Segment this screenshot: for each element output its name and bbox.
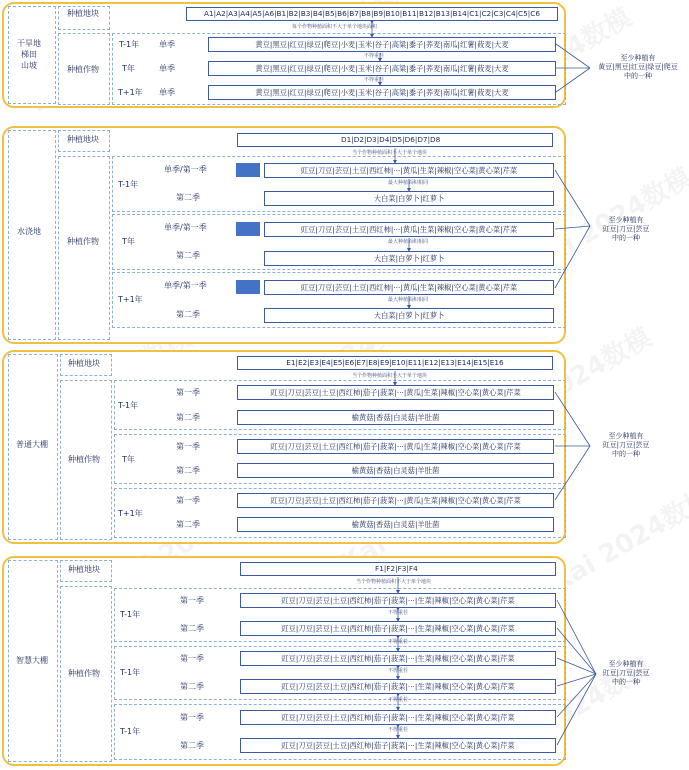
dryland-crops-1: 黄豆|黑豆|红豆|绿豆|爬豆|小麦|玉米|谷子|高粱|黍子|荞麦|南瓜|红薯|莜麦|大麦 xyxy=(208,37,556,52)
dryland-title-line-3: 山坡 xyxy=(21,61,37,70)
smart-title: 智慧大棚 xyxy=(16,656,48,665)
irrigated-side-note-line-3: 中的一种 xyxy=(612,234,640,242)
irrigated-year-2: T年 xyxy=(122,237,135,246)
smart-gap-note-2: 不得重茬 xyxy=(388,639,409,645)
greenhouse-crops1-1: 豇豆|刀豆|芸豆|土豆|西红柿|茄子|菠菜|···|黄瓜|生菜|辣椒|空心菜|黄心菜|芹菜 xyxy=(237,385,554,400)
irrigated-inner-note-3: 最大种植面积相同 xyxy=(388,297,429,303)
smart-season1-3: 第一季 xyxy=(180,713,204,722)
greenhouse-season2-1: 第二季 xyxy=(176,413,200,422)
smart-plot-list: F1|F2|F3|F4 xyxy=(240,562,556,576)
smart-season1-2: 第一季 xyxy=(180,654,204,663)
irrigated-inner-note-2: 最大种植面积相同 xyxy=(388,239,429,245)
dryland-year-3: T+1年 xyxy=(118,88,143,97)
irrigated-year-3: T+1年 xyxy=(118,295,143,304)
smart-plot-label: 种植地块 xyxy=(68,565,100,574)
smart-crop-label: 种植作物 xyxy=(68,669,100,678)
smart-year-3: T-1年 xyxy=(120,727,141,736)
greenhouse-season1-1: 第一季 xyxy=(176,388,200,397)
smart-crops1-1: 豇豆|刀豆|芸豆|土豆|西红柿|茄子|菠菜|···|生菜|辣椒|空心菜|黄心菜|芹菜 xyxy=(240,593,556,608)
dryland-crops-3: 黄豆|黑豆|红豆|绿豆|爬豆|小麦|玉米|谷子|高粱|黍子|荞麦|南瓜|红薯|莜麦|大麦 xyxy=(208,85,556,100)
smart-gap-note-5: 不得重茬 xyxy=(388,727,409,733)
irrigated-season2-2: 第二季 xyxy=(176,251,200,260)
dryland-crop-label: 种植作物 xyxy=(67,65,99,74)
irrigated-year-1: T-1年 xyxy=(118,180,139,189)
smart-side-note-line-1: 至少种植有 xyxy=(608,660,644,668)
greenhouse-crops2-1: 榆黄菇|香菇|白灵菇|羊肚菌 xyxy=(237,410,554,425)
irrigated-crops1-3: 豇豆|刀豆|芸豆|土豆|西红柿|···|黄瓜|生菜|辣椒|空心菜|黄心菜|芹菜 xyxy=(264,280,554,295)
greenhouse-side-note-line-3: 中的一种 xyxy=(612,450,640,458)
irrigated-crops2-1: 大白菜|白萝卜|红萝卜 xyxy=(264,191,554,206)
irrigated-season2-3: 第二季 xyxy=(176,310,200,319)
irrigated-crops1-2: 豇豆|刀豆|芸豆|土豆|西红柿|···|黄瓜|生菜|辣椒|空心菜|黄心菜|芹菜 xyxy=(264,222,554,237)
irrigated-plot-list: D1|D2|D3|D4|D5|D6|D7|D8 xyxy=(237,133,553,147)
dryland-season-2: 单季 xyxy=(159,64,175,73)
irrigated-crops1-1: 豇豆|刀豆|芸豆|土豆|西红柿|···|黄瓜|生菜|辣椒|空心菜|黄心菜|芹菜 xyxy=(264,163,554,178)
greenhouse-year-2: T年 xyxy=(122,455,135,464)
dryland-season-3: 单季 xyxy=(159,88,175,97)
greenhouse-year-1: T-1年 xyxy=(118,401,139,410)
dryland-year-2: T年 xyxy=(122,64,135,73)
dryland-plot-list: A1|A2|A3|A4|A5|A6|B1|B2|B3|B4|B5|B6|B7|B8|B9|B10|B11|B12|B13|B14|C1|C2|C3|C4|C5|C6 xyxy=(186,7,558,21)
smart-side-note-line-2: 豇豆|刀豆|芸豆 xyxy=(602,669,650,677)
greenhouse-crop-label: 种植作物 xyxy=(68,455,100,464)
dryland-gap-note-1: 不得重茬 xyxy=(364,53,385,59)
dryland-title-line-1: 干旱地 xyxy=(17,39,41,48)
dryland-season-1: 单季 xyxy=(159,40,175,49)
smart-plot-note: 当个作物种植面积不大于单个地块 xyxy=(356,579,432,585)
greenhouse-title: 普通大棚 xyxy=(16,440,48,449)
irrigated-title: 水浇地 xyxy=(17,227,41,236)
smart-crops2-2: 豇豆|刀豆|芸豆|土豆|西红柿|茄子|菠菜|···|生菜|辣椒|空心菜|黄心菜|芹菜 xyxy=(240,679,556,694)
dryland-plot-note: 每个作物种植面积不大于单个地块面积 xyxy=(292,24,378,30)
greenhouse-plot-label: 种植地块 xyxy=(68,359,100,368)
greenhouse-season1-2: 第一季 xyxy=(176,442,200,451)
dryland-title-line-2: 梯田 xyxy=(21,50,37,59)
greenhouse-side-note-line-2: 豇豆|刀豆|芸豆 xyxy=(602,441,650,449)
greenhouse-season1-3: 第一季 xyxy=(176,496,200,505)
smart-crops1-3: 豇豆|刀豆|芸豆|土豆|西红柿|茄子|菠菜|···|生菜|辣椒|空心菜|黄心菜|芹菜 xyxy=(240,710,556,725)
greenhouse-side-note-line-1: 至少种植有 xyxy=(608,432,644,440)
dryland-side-note-line-1: 至少种植有 xyxy=(620,54,656,62)
smart-season2-3: 第二季 xyxy=(180,741,204,750)
irrigated-season2-1: 第二季 xyxy=(176,193,200,202)
greenhouse-crops2-2: 榆黄菇|香菇|白灵菇|羊肚菌 xyxy=(237,463,554,478)
smart-year-2: T-1年 xyxy=(120,668,141,677)
irrigated-crops2-3: 大白菜|白萝卜|红萝卜 xyxy=(264,308,554,323)
greenhouse-season2-2: 第二季 xyxy=(176,466,200,475)
irrigated-crop-label: 种植作物 xyxy=(67,237,99,246)
greenhouse-year-3: T+1年 xyxy=(118,509,143,518)
smart-crops1-2: 豇豆|刀豆|芸豆|土豆|西红柿|茄子|菠菜|···|生菜|辣椒|空心菜|黄心菜|芹菜 xyxy=(240,651,556,666)
irrigated-plot-note: 当个作物种植面积不大于单个地块 xyxy=(352,150,428,156)
dryland-gap-note-2: 不得重茬 xyxy=(364,77,385,83)
smart-season1-1: 第一季 xyxy=(180,596,204,605)
smart-season2-1: 第二季 xyxy=(180,624,204,633)
irrigated-crops2-2: 大白菜|白萝卜|红萝卜 xyxy=(264,251,554,266)
smart-gap-note-1: 不得重茬 xyxy=(388,610,409,616)
irrigated-side-note-line-2: 豇豆|刀豆|芸豆 xyxy=(602,225,650,233)
dryland-crops-2: 黄豆|黑豆|红豆|绿豆|爬豆|小麦|玉米|谷子|高粱|黍子|荞麦|南瓜|红薯|莜麦|大麦 xyxy=(208,61,556,76)
greenhouse-crops1-3: 豇豆|刀豆|芸豆|土豆|西红柿|茄子|菠菜|···|黄瓜|生菜|辣椒|空心菜|黄心菜|芹菜 xyxy=(237,493,554,508)
irrigated-inner-note-1: 最大种植面积相同 xyxy=(388,180,429,186)
irrigated-side-note-line-1: 至少种植有 xyxy=(608,216,644,224)
irrigated-season1-2: 单季/第一季 xyxy=(164,223,207,232)
greenhouse-plot-list: E1|E2|E3|E4|E5|E6|E7|E8|E9|E10|E11|E12|E13|E14|E15|E16 xyxy=(237,356,553,370)
dryland-year-1: T-1年 xyxy=(119,40,140,49)
irrigated-season1-3: 单季/第一季 xyxy=(164,281,207,290)
dryland-side-note-line-3: 中的一种 xyxy=(624,72,652,80)
smart-gap-note-4: 不得重茬 xyxy=(388,697,409,703)
smart-side-note-line-3: 中的一种 xyxy=(612,678,640,686)
smart-crops2-3: 豇豆|刀豆|芸豆|土豆|西红柿|茄子|菠菜|···|生菜|辣椒|空心菜|黄心菜|芹菜 xyxy=(240,738,556,753)
smart-crops2-1: 豇豆|刀豆|芸豆|土豆|西红柿|茄子|菠菜|···|生菜|辣椒|空心菜|黄心菜|芹菜 xyxy=(240,621,556,636)
irrigated-plot-label: 种植地块 xyxy=(67,135,99,144)
smart-season2-2: 第二季 xyxy=(180,682,204,691)
greenhouse-season2-3: 第二季 xyxy=(176,520,200,529)
greenhouse-plot-note: 当个作物种植面积不大于单个地块 xyxy=(352,373,428,379)
irrigated-season1-1: 单季/第一季 xyxy=(164,165,207,174)
dryland-side-note-line-2: 黄豆|黑豆|红豆|绿豆|爬豆 xyxy=(598,63,678,71)
smart-gap-note-3: 不得重茬 xyxy=(388,668,409,674)
greenhouse-crops1-2: 豇豆|刀豆|芸豆|土豆|西红柿|茄子|菠菜|···|黄瓜|生菜|辣椒|空心菜|黄心菜|芹菜 xyxy=(237,439,554,454)
dryland-plot-label: 种植地块 xyxy=(67,9,99,18)
greenhouse-crops2-3: 榆黄菇|香菇|白灵菇|羊肚菌 xyxy=(237,517,554,532)
smart-year-1: T-1年 xyxy=(120,610,141,619)
